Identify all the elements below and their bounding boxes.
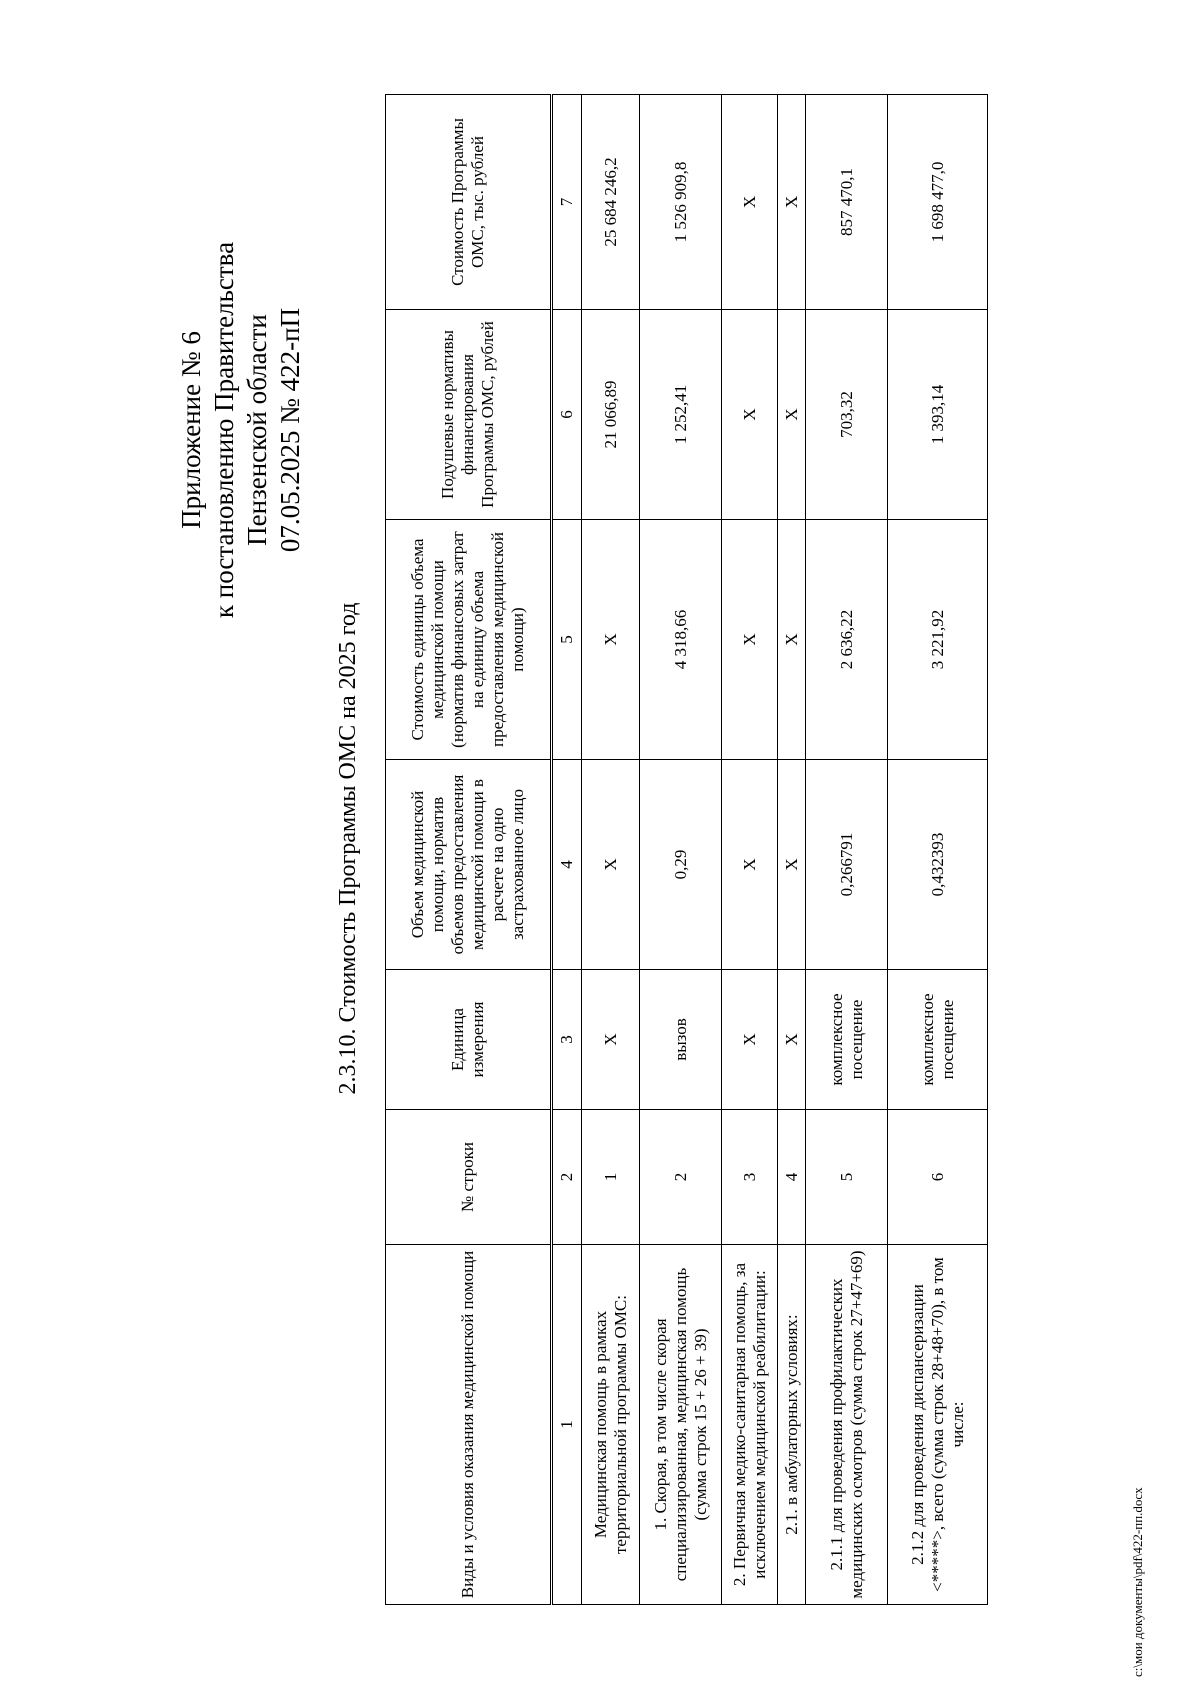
row-unit-cost: Х <box>582 520 640 760</box>
row-name: 2. Первичная медико-санитарная помощь, за исключением медицинской реабилитации: <box>722 1245 778 1605</box>
row-per-capita: 1 393,14 <box>888 310 988 520</box>
row-unit: вызов <box>640 970 722 1110</box>
file-path-footer: c:\мои документы\pdf\422-пп.docx <box>1130 1487 1145 1677</box>
row-per-capita: 703,32 <box>806 310 888 520</box>
row-volume: Х <box>582 760 640 970</box>
column-number: 5 <box>552 520 582 760</box>
row-per-capita: 21 066,89 <box>582 310 640 520</box>
col-header-row-no: № строки <box>386 1110 552 1245</box>
appendix-header <box>175 220 307 640</box>
table-row <box>778 95 806 1605</box>
row-number: 5 <box>806 1110 888 1245</box>
row-unit: комплексное посещение <box>888 970 988 1110</box>
row-number: 3 <box>722 1110 778 1245</box>
row-total: Х <box>778 95 806 310</box>
row-total: Х <box>722 95 778 310</box>
row-unit-cost: Х <box>722 520 778 760</box>
appendix-number: Приложение № 6 <box>176 331 206 529</box>
appendix-date: 07.05.2025 № 422-пП <box>275 307 305 553</box>
appendix-resolution: к постановлению Правительства <box>209 241 239 619</box>
row-name: 2.1. в амбулаторных условиях: <box>778 1245 806 1605</box>
col-header-total: Стоимость Программы ОМС, тыс. рублей <box>386 95 552 310</box>
row-unit-cost: 3 221,92 <box>888 520 988 760</box>
col-header-unit: Единица измерения <box>386 970 552 1110</box>
col-header-kind: Виды и условия оказания медицинской помощи <box>386 1245 552 1605</box>
row-number: 4 <box>778 1110 806 1245</box>
table-row <box>806 95 888 1605</box>
row-per-capita: 1 252,41 <box>640 310 722 520</box>
row-volume: Х <box>722 760 778 970</box>
col-header-unit-cost: Стоимость единицы объема медицинской помощи (норматив финансовых затрат на единицу объема предоставления медицинской помощи) <box>386 520 552 760</box>
row-total: 1 698 477,0 <box>888 95 988 310</box>
row-volume: 0,29 <box>640 760 722 970</box>
row-number: 1 <box>582 1110 640 1245</box>
table-row <box>582 95 640 1605</box>
column-number: 1 <box>552 1245 582 1605</box>
column-number: 4 <box>552 760 582 970</box>
row-total: 857 470,1 <box>806 95 888 310</box>
row-unit-cost: 4 318,66 <box>640 520 722 760</box>
oms-cost-table <box>385 94 988 1605</box>
row-unit: комплексное посещение <box>806 970 888 1110</box>
row-name: Медицинская помощь в рамках территориальной программы ОМС: <box>582 1245 640 1605</box>
column-number: 3 <box>552 970 582 1110</box>
column-number: 7 <box>552 95 582 310</box>
col-header-per-capita: Подушевые нормативы финансирования Программы ОМС, рублей <box>386 310 552 520</box>
row-name: 2.1.1 для проведения профилактических медицинских осмотров (сумма строк 27+47+69) <box>806 1245 888 1605</box>
column-number: 2 <box>552 1110 582 1245</box>
row-volume: 0,432393 <box>888 760 988 970</box>
column-number: 6 <box>552 310 582 520</box>
col-header-volume: Объем медицинской помощи, норматив объемов предоставления медицинской помощи в расчете на одно застрахованное лицо <box>386 760 552 970</box>
table-row <box>888 95 988 1605</box>
table-row <box>722 95 778 1605</box>
row-total: 25 684 246,2 <box>582 95 640 310</box>
row-unit: Х <box>582 970 640 1110</box>
row-name: 1. Скорая, в том числе скорая специализированная, медицинская помощь (сумма строк 15 + 26 + 39) <box>640 1245 722 1605</box>
table-header-row <box>386 95 552 1605</box>
row-number: 6 <box>888 1110 988 1245</box>
row-name: 2.1.2 для проведения диспансеризации <*****>, всего (сумма строк 28+48+70), в том числе: <box>888 1245 988 1605</box>
row-per-capita: Х <box>778 310 806 520</box>
row-unit: Х <box>778 970 806 1110</box>
row-volume: Х <box>778 760 806 970</box>
appendix-region: Пензенской области <box>242 314 272 546</box>
row-unit: Х <box>722 970 778 1110</box>
row-total: 1 526 909,8 <box>640 95 722 310</box>
row-unit-cost: Х <box>778 520 806 760</box>
table-row <box>640 95 722 1605</box>
column-numbers-row <box>552 95 582 1605</box>
row-unit-cost: 2 636,22 <box>806 520 888 760</box>
row-per-capita: Х <box>722 310 778 520</box>
row-volume: 0,266791 <box>806 760 888 970</box>
row-number: 2 <box>640 1110 722 1245</box>
section-title: 2.3.10. Стоимость Программы ОМС на 2025 год <box>335 602 361 1095</box>
